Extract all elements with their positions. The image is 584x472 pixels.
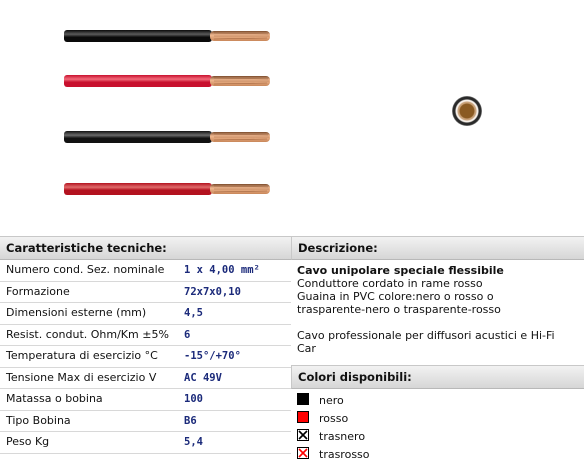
- technical-specs-table: [0, 236, 291, 454]
- color-option: [291, 446, 584, 464]
- spec-label: Matassa o bobina: [6, 392, 103, 405]
- description-line: Guaina in PVC colore:nero o rosso o: [297, 290, 494, 303]
- description-line: [297, 316, 584, 329]
- spec-row: [0, 368, 291, 390]
- description-line: Conduttore cordato in rame rosso: [297, 277, 483, 290]
- spec-value: 1 x 4,00 mm²: [184, 264, 260, 276]
- spec-row: [0, 325, 291, 347]
- description-panel: [291, 236, 584, 464]
- description-line: trasparente-nero o trasparente-rosso: [297, 303, 501, 316]
- spec-label: Dimensioni esterne (mm): [6, 306, 147, 319]
- spec-value: 100: [184, 393, 203, 405]
- spec-label: Numero cond. Sez. nominale: [6, 263, 165, 276]
- description-line: Cavo professionale per diffusori acustici e Hi-Fi: [297, 329, 555, 342]
- spec-value: 72x7x0,10: [184, 285, 241, 298]
- solid-square-icon: [297, 393, 309, 405]
- spec-value: 5,4: [184, 436, 203, 448]
- cable-cross-section-icon: [452, 96, 482, 126]
- cable-sample: [64, 128, 274, 146]
- spec-label: Tipo Bobina: [6, 413, 71, 427]
- spec-value: 4,5: [184, 307, 203, 319]
- color-label: nero: [319, 394, 344, 407]
- spec-label: Resist. condut. Ohm/Km ±5%: [6, 327, 169, 341]
- spec-value: B6: [184, 414, 197, 427]
- spec-value: 6: [184, 328, 191, 341]
- color-label: trasrosso: [319, 448, 370, 461]
- cable-sample: [64, 72, 274, 90]
- color-label: rosso: [319, 412, 349, 425]
- spec-row: [0, 282, 291, 304]
- specs-heading: Caratteristiche tecniche:: [0, 236, 291, 260]
- spec-row: [0, 389, 291, 411]
- spec-row: [0, 346, 291, 368]
- spec-row: [0, 432, 291, 454]
- color-option: [291, 428, 584, 446]
- spec-label: Tensione Max di esercizio V: [6, 370, 157, 384]
- color-option: [291, 392, 584, 410]
- solid-square-icon: [297, 411, 309, 423]
- product-image-area: [0, 0, 584, 232]
- description-heading: Descrizione:: [291, 236, 584, 260]
- spec-value: -15°/+70°: [184, 350, 241, 362]
- product-name: Cavo unipolare speciale flessibile: [297, 264, 504, 277]
- spec-label: Peso Kg: [6, 435, 50, 448]
- crossed-square-icon: [297, 447, 309, 459]
- cable-sample: [64, 180, 274, 198]
- spec-row: [0, 260, 291, 282]
- colors-heading: Colori disponibili:: [291, 365, 584, 389]
- spec-row: [0, 303, 291, 325]
- spec-row: [0, 411, 291, 433]
- description-line: Car: [297, 342, 316, 355]
- spec-label: Formazione: [6, 284, 70, 298]
- color-option: [291, 410, 584, 428]
- spec-label: Temperatura di esercizio °C: [6, 349, 158, 362]
- color-label: trasnero: [319, 430, 366, 443]
- cable-sample: [64, 27, 274, 45]
- crossed-square-icon: [297, 429, 309, 441]
- spec-value: AC 49V: [184, 371, 222, 384]
